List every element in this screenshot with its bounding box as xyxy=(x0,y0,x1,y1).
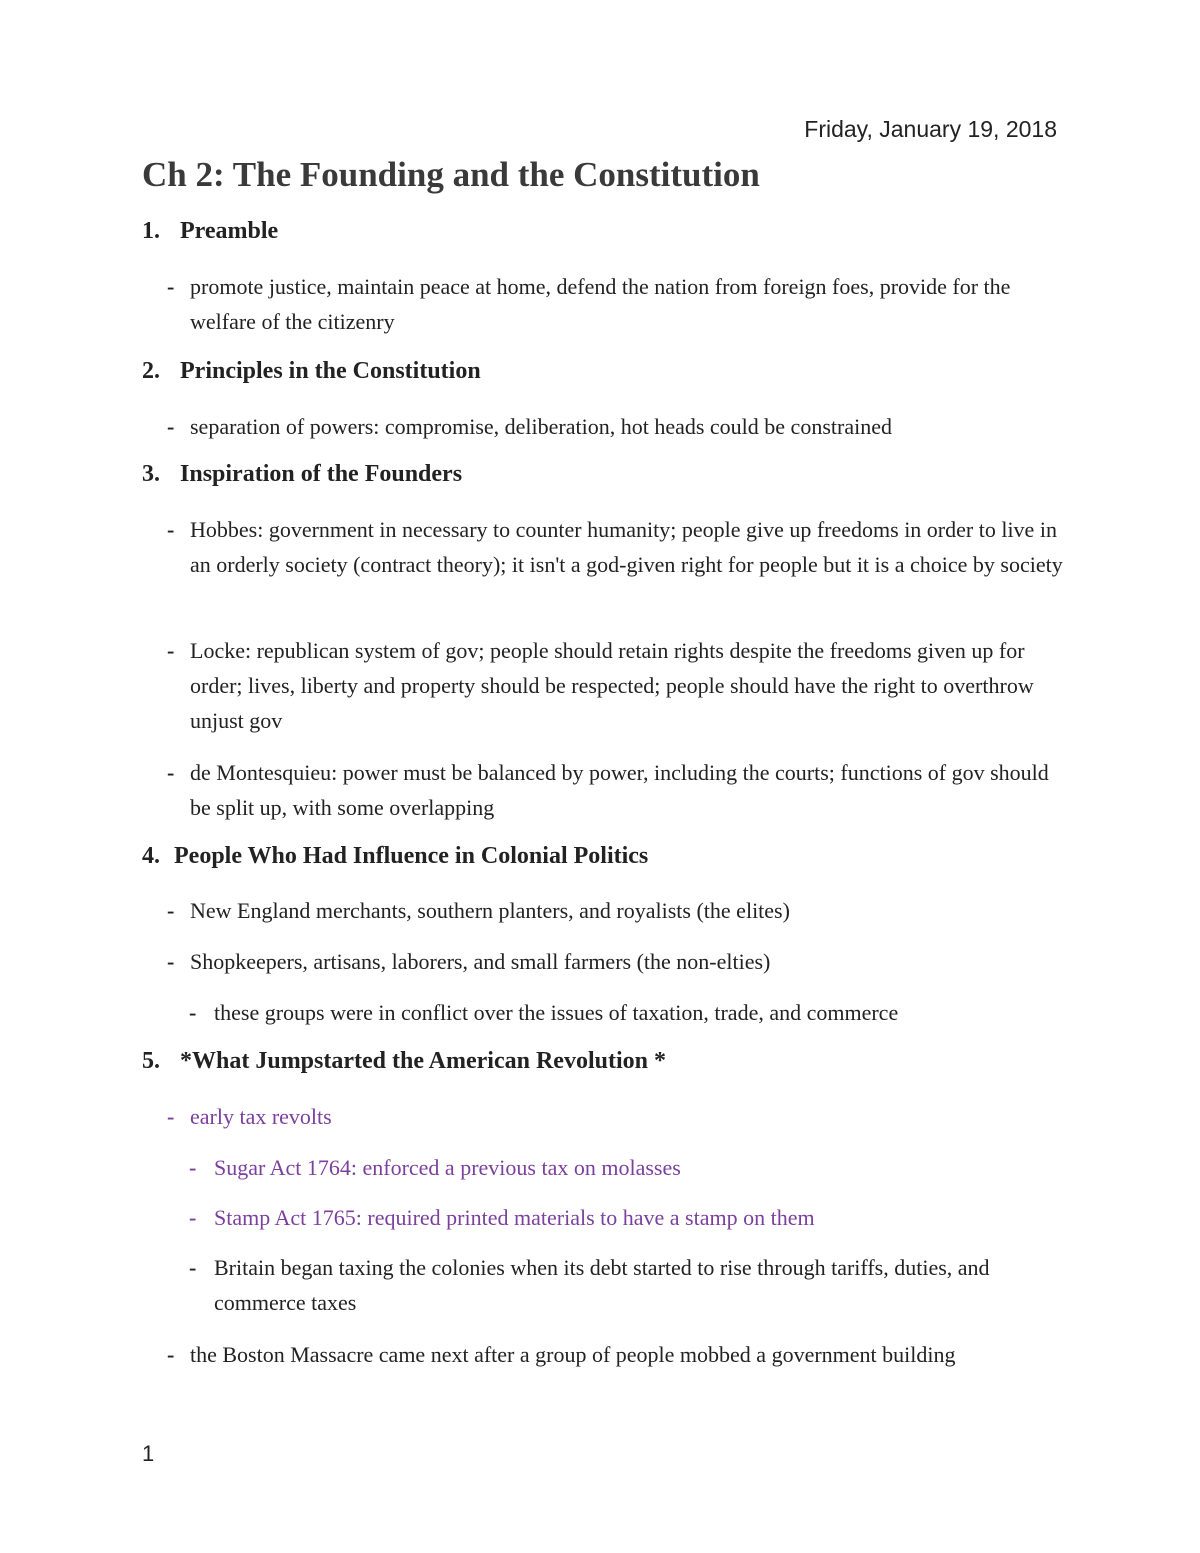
bullet-item xyxy=(167,944,1070,979)
date-line: Friday, January 19, 2018 xyxy=(804,116,1057,142)
bullet-item-highlighted xyxy=(167,1099,1070,1134)
bullet-dash: - xyxy=(167,638,175,663)
section-number: 5. xyxy=(142,1048,160,1074)
bullet-text: early tax revolts xyxy=(190,1104,332,1129)
bullet-text: Hobbes: government in necessary to counter humanity; people give up freedoms in order to live in an orderly society (contract theory); it isn't a god-given right for people but it is a choice by society xyxy=(190,517,1063,577)
sub-bullet-item xyxy=(189,995,1064,1030)
section-title: Preamble xyxy=(180,218,279,244)
section-heading-preamble xyxy=(142,218,278,245)
bullet-dash: - xyxy=(189,1155,197,1180)
bullet-text: Shopkeepers, artisans, laborers, and small farmers (the non-elties) xyxy=(190,949,771,974)
bullet-dash: - xyxy=(189,1000,197,1025)
bullet-item xyxy=(167,512,1070,582)
section-number: 1. xyxy=(142,218,160,244)
section-heading-revolution xyxy=(142,1048,666,1075)
section-title: People Who Had Influence in Colonial Politics xyxy=(174,843,649,869)
bullet-text: Britain began taxing the colonies when its debt started to rise through tariffs, duties, and commerce taxes xyxy=(214,1255,990,1315)
section-title: Inspiration of the Founders xyxy=(180,461,463,487)
section-title: Principles in the Constitution xyxy=(180,358,481,384)
bullet-text: these groups were in conflict over the issues of taxation, trade, and commerce xyxy=(214,1000,899,1025)
bullet-item xyxy=(167,633,1070,738)
bullet-dash: - xyxy=(167,949,175,974)
page-number: 1 xyxy=(142,1441,155,1466)
bullet-dash: - xyxy=(167,1104,175,1129)
bullet-dash: - xyxy=(189,1205,197,1230)
bullet-dash: - xyxy=(167,898,175,923)
bullet-text: separation of powers: compromise, deliberation, hot heads could be constrained xyxy=(190,414,892,439)
bullet-dash: - xyxy=(167,1342,175,1367)
bullet-item xyxy=(167,893,1070,928)
bullet-text: de Montesquieu: power must be balanced by power, including the courts; functions of gov should be split up, with some overlapping xyxy=(190,760,1049,820)
bullet-text: Stamp Act 1765: required printed materials to have a stamp on them xyxy=(214,1205,815,1230)
page-title: Ch 2: The Founding and the Constitution xyxy=(142,155,760,194)
bullet-text: the Boston Massacre came next after a group of people mobbed a government building xyxy=(190,1342,956,1367)
bullet-dash: - xyxy=(167,274,175,299)
bullet-dash: - xyxy=(189,1255,197,1280)
bullet-text: promote justice, maintain peace at home, defend the nation from foreign foes, provide for the welfare of the citizenry xyxy=(190,274,1011,334)
bullet-text: Locke: republican system of gov; people should retain rights despite the freedoms given up for order; lives, liberty and property should be respected; people should have the right to overthrow unjust gov xyxy=(190,638,1034,733)
section-number: 3. xyxy=(142,461,160,487)
bullet-dash: - xyxy=(167,517,175,542)
bullet-text: Sugar Act 1764: enforced a previous tax on molasses xyxy=(214,1155,681,1180)
section-heading-principles xyxy=(142,358,481,385)
bullet-item xyxy=(167,409,1070,444)
section-heading-inspiration xyxy=(142,461,462,488)
section-number: 4. xyxy=(142,843,160,869)
bullet-item xyxy=(167,1337,1070,1372)
bullet-item xyxy=(167,755,1070,825)
sub-bullet-item-highlighted xyxy=(189,1150,1064,1185)
section-title: *What Jumpstarted the American Revolution * xyxy=(180,1048,666,1074)
section-heading-influence xyxy=(142,843,648,870)
sub-bullet-item xyxy=(189,1250,1064,1320)
sub-bullet-item-highlighted xyxy=(189,1200,1064,1235)
section-number: 2. xyxy=(142,358,160,384)
bullet-item xyxy=(167,269,1070,339)
bullet-dash: - xyxy=(167,414,175,439)
bullet-text: New England merchants, southern planters, and royalists (the elites) xyxy=(190,898,790,923)
bullet-dash: - xyxy=(167,760,175,785)
